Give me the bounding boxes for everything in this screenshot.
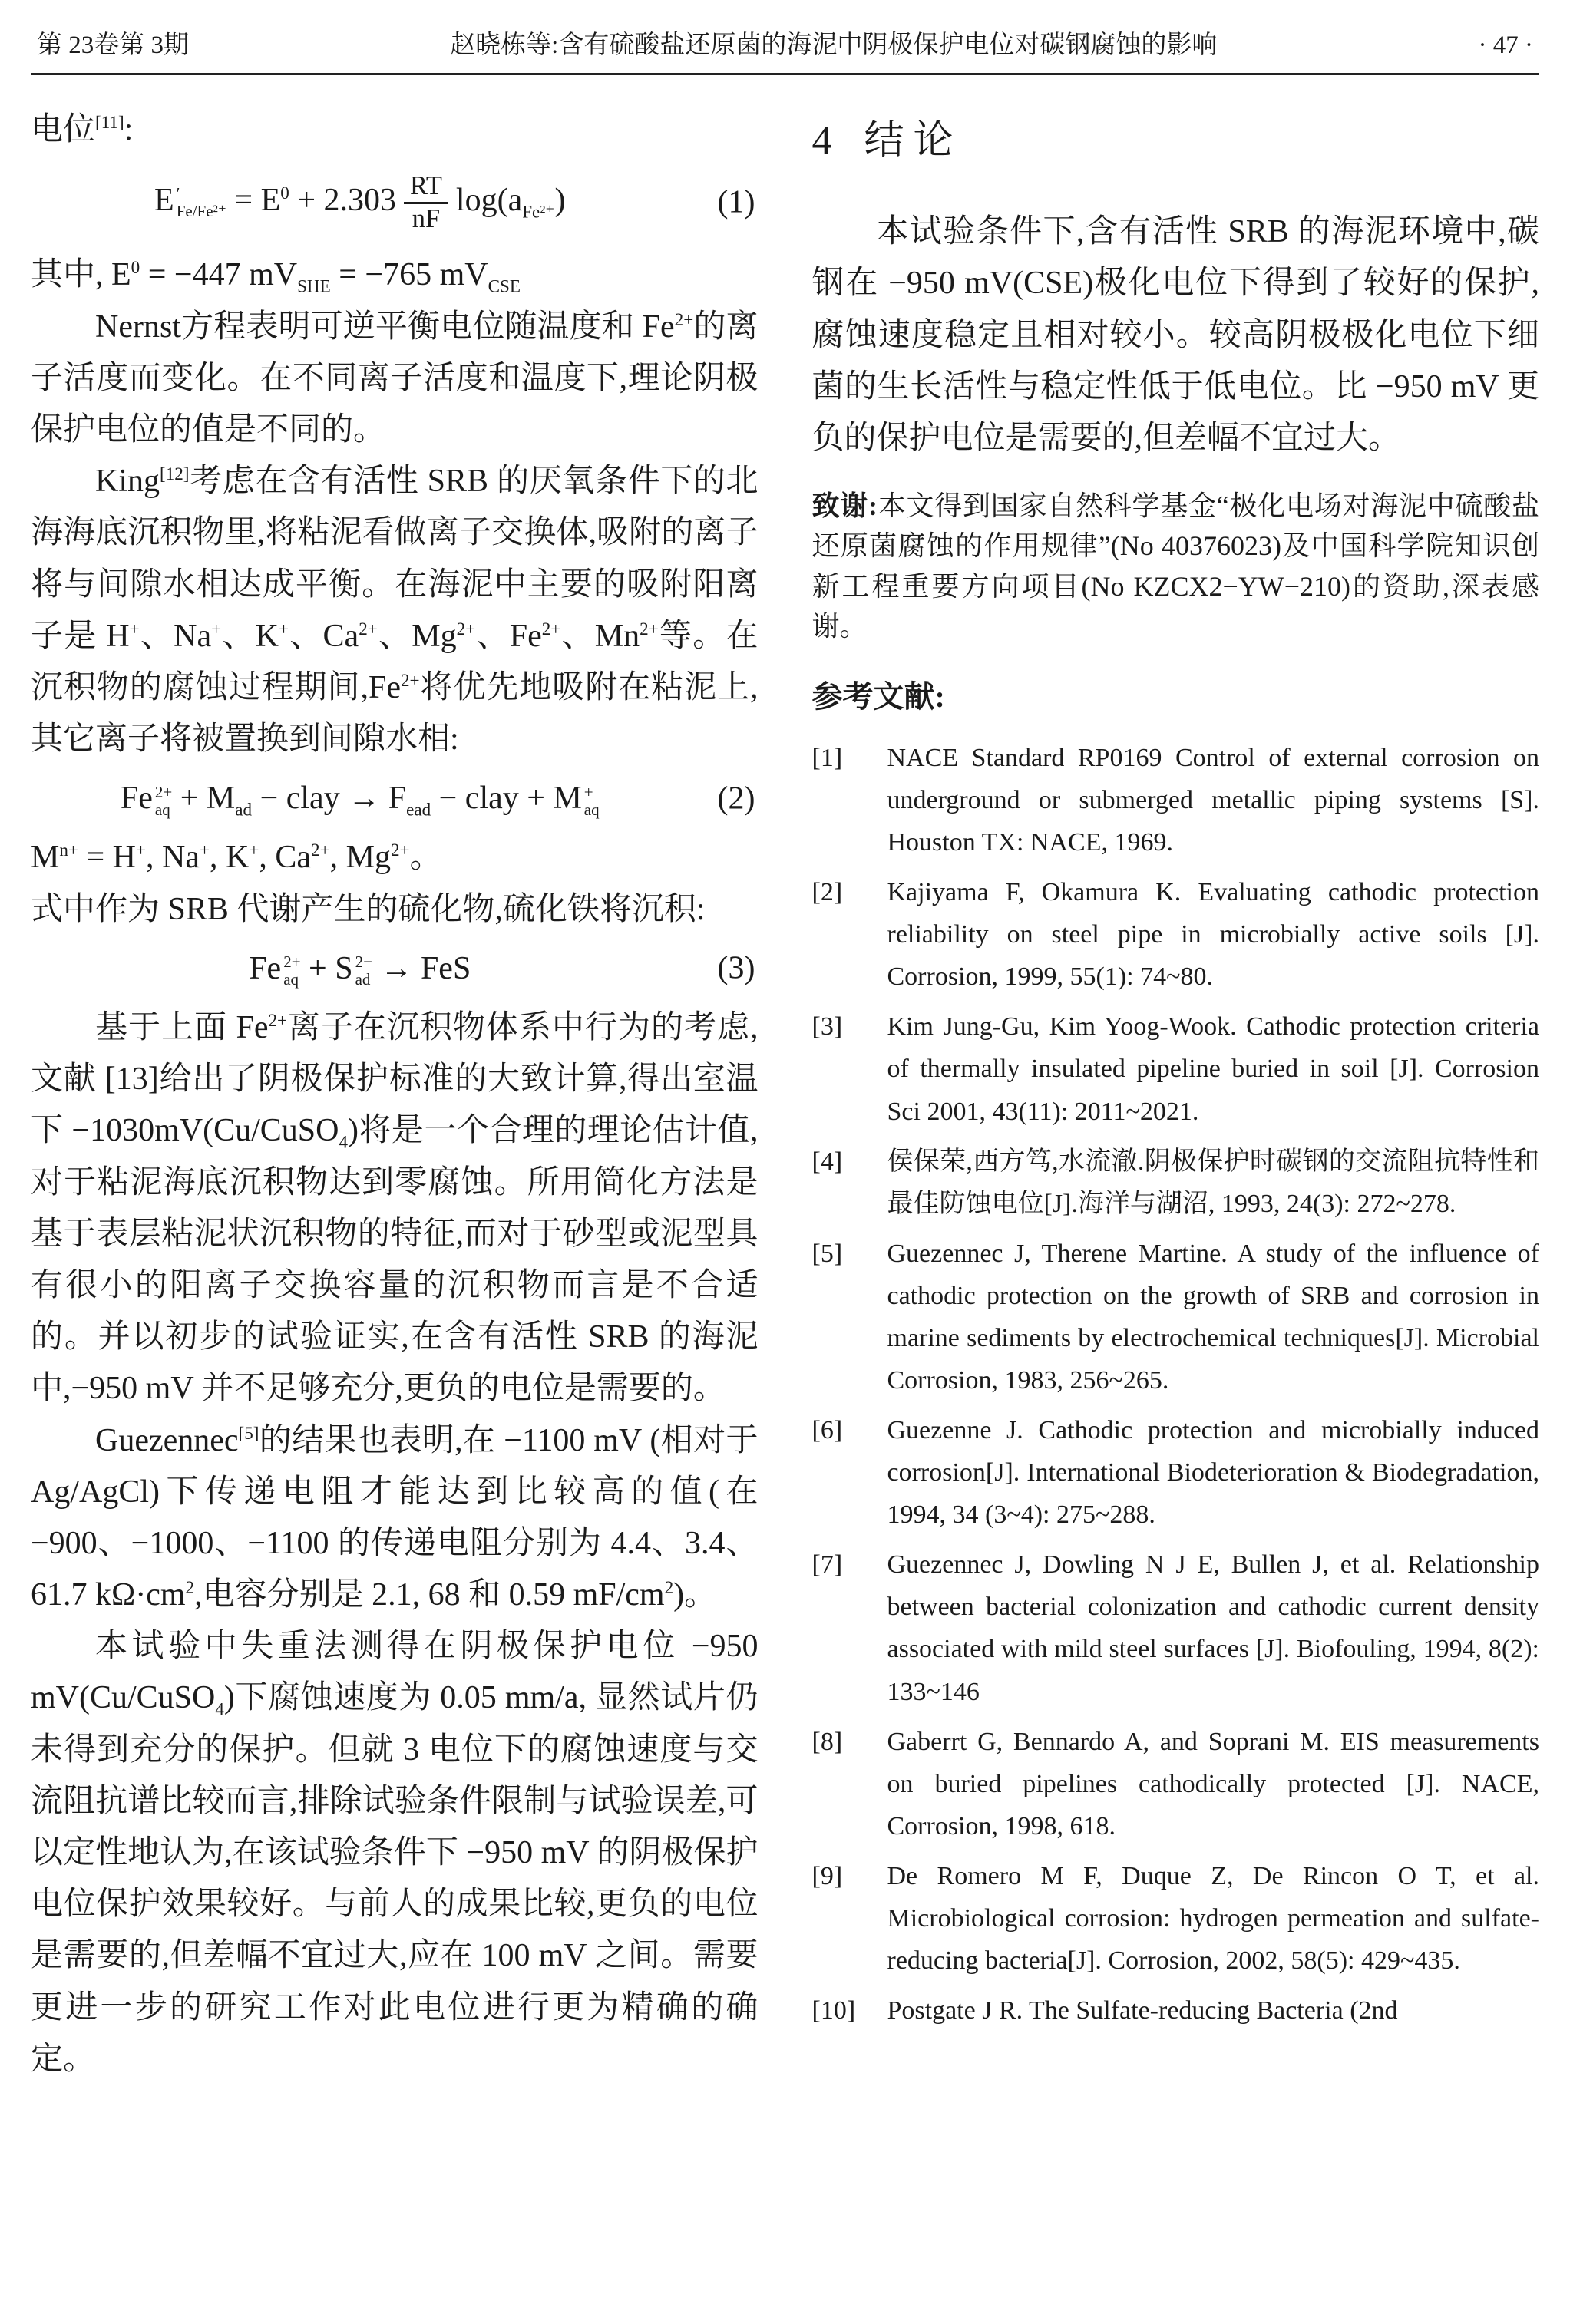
reference-text: Gaberrt G, Bennardo A, and Soprani M. EIS measurements on buried pipelines cathodically protected [J]. NACE, Corrosion, 1998, 618. [887, 1727, 1539, 1840]
fraction: $\frac{RT}{nF}$ [404, 171, 448, 234]
sup-sub-stack: ′ Fe/Fe²⁺ [176, 184, 226, 221]
left-column [31, 104, 759, 2085]
journal-issue: 第 23卷第 3期 [37, 31, 189, 59]
section-number: 4 [811, 119, 832, 163]
reference-number: [4] [811, 1147, 843, 1176]
paragraph-guezennec: Guezennec[5]的结果也表明,在 −1100 mV (相对于 Ag/AgCl)下传递电阻才能达到比较高的值(在 −900、−1000、−1100 的传递电阻分别为 4.4、3.4、61.7 $k\Omega\cdot cm^2$,电容分别是 2.1, 68 和 0.59 $mF/cm^2$)。 [31, 1422, 759, 1613]
reference-text: Guezenne J. Cathodic protection and microbially induced corrosion[J]. International Biodeterioration & Biodegradation, 1994, 34 (3~4): 275~288. [887, 1416, 1539, 1530]
equation-3 [31, 943, 759, 995]
reference-item [812, 1855, 1540, 1982]
paragraph-weight-loss: 本试验中失重法测得在阴极保护电位 −950 mV(Cu/CuSO$_4$)下腐蚀速度为 0.05 mm/a, 显然试片仍未得到充分的保护。但就 3 电位下的腐蚀速度与交流阻抗谱比较而言,排除试验条件限制与试验误差,可以定性地认为,在该试验条件下 −950 mV 的阴极保护电位保护效果较好。与前人的成果比较,更负的电位是需要的,但差幅不宜过大,应在 100 mV 之间。需要更进一步的研究工作对此电位进行更为精确的确定。 [31, 1629, 759, 2077]
equation-2-number: (2) [717, 781, 755, 817]
equation-3-body: Fe 2+ aq + S 2− ad → FeS [249, 950, 471, 989]
page-header [31, 20, 1539, 75]
reference-number: [1] [811, 743, 843, 772]
paragraph-where: 其中, $E^0 = -447$ $mV_{SHE} = -765$ $mV_{CSE}$ [31, 257, 521, 296]
reference-item [812, 871, 1540, 998]
equation-2 [31, 773, 759, 824]
paragraph-potential-intro: 电位[11]: [31, 112, 134, 147]
reference-item [812, 1141, 1540, 1225]
paragraph-cations: $M^{n+} = H^+$, Na+, K+, $Ca^{2+}$, $Mg^{2+}$。 [31, 840, 442, 876]
reference-number: [9] [811, 1861, 843, 1890]
paragraph-nernst: Nernst方程表明可逆平衡电位随温度和 $Fe^{2+}$的离子活度而变化。在不同离子活度和温度下,理论阴极保护电位的值是不同的。 [31, 309, 759, 447]
equation-1 [31, 171, 759, 234]
paragraph-acknowledgement: 致谢:本文得到国家自然科学基金“极化电场对海泥中硫酸盐还原菌腐蚀的作用规律”(No 40376023)及中国科学院知识创新工程重要方向项目(No KZCX2−YW−210)的资助,深表感谢。 [811, 490, 1539, 642]
equation-2-body: Fe 2+ aq + $M_{ad}$ − clay → $F_{ead}$ − clay + M + aq [120, 781, 600, 820]
reference-text: 侯保荣,西方笃,水流澈.阴极保护时碳钢的交流阻抗特性和最佳防蚀电位[J].海洋与湖沼, 1993, 24(3): 272~278. [887, 1147, 1539, 1218]
reference-item [812, 1989, 1540, 2032]
equation-3-number: (3) [717, 950, 755, 986]
reference-text: De Romero M F, Duque Z, De Rincon O T, et al. Microbiological corrosion: hydrogen permeation and sulfate-reducing bacteria[J]. Corrosion, 2002, 58(5): 429~435. [887, 1861, 1539, 1975]
reference-item [812, 1233, 1540, 1401]
reference-text: NACE Standard RP0169 Control of external corrosion on underground or submerged metallic piping systems [S]. Houston TX: NACE, 1969. [887, 743, 1539, 857]
reference-number: [2] [811, 878, 843, 907]
two-column-layout [31, 104, 1539, 2085]
right-column [812, 104, 1540, 2085]
section-title: 结论 [864, 119, 963, 163]
reference-text: Postgate J R. The Sulfate-reducing Bacteria (2nd [887, 1996, 1398, 2025]
equation-1-number: (1) [717, 184, 755, 220]
paragraph-king: King[12]考虑在含有活性 SRB 的厌氧条件下的北海海底沉积物里,将粘泥看做离子交换体,吸附的离子将与间隙水相达成平衡。在海泥中主要的吸附阳离子是 H+、Na+、K+、$Ca^{2+}$、$Mg^{2+}$、$Fe^{2+}$、$Mn^{2+}$等。在沉积物的腐蚀过程期间$,Fe^{2+}$将优先地吸附在粘泥上,其它离子将被置换到间隙水相: [31, 464, 759, 758]
reference-text: Guezennec J, Dowling N J E, Bullen J, et al. Relationship between bacterial colonization and cathodic current density associated with mild steel surfaces [J]. Biofouling, 1994, 8(2): 133~146 [887, 1550, 1539, 1706]
reference-item [812, 1721, 1540, 1847]
reference-number: [3] [811, 1012, 843, 1042]
section-heading-conclusion [812, 109, 1540, 173]
sup-sub-stack: 2− ad [355, 952, 372, 989]
reference-number: [7] [811, 1550, 843, 1580]
reference-number: [6] [811, 1416, 843, 1445]
reference-text: Kajiyama F, Okamura K. Evaluating cathodic protection reliability on steel pipe in microbially active soils [J]. Corrosion, 1999, 55(1): 74~80. [887, 878, 1539, 992]
running-title: 赵晓栋等:含有硫酸盐还原菌的海泥中阴极保护电位对碳钢腐蚀的影响 [450, 31, 1218, 59]
reference-number: [10] [811, 1996, 856, 2025]
paragraph-sulfide: 式中作为 SRB 代谢产生的硫化物,硫化铁将沉积: [31, 891, 706, 927]
reference-number: [5] [811, 1239, 843, 1268]
equation-1-body: E ′ Fe/Fe²⁺ = $E^0 + 2.303$ $\frac{RT}{nF}$ $\log(a_{Fe^{2+}})$ [154, 171, 566, 233]
page-number: · 47 · [1478, 31, 1533, 59]
reference-item [812, 1543, 1540, 1712]
paragraph-conclusion: 本试验条件下,含有活性 SRB 的海泥环境中,碳钢在 −950 mV(CSE)极化电位下得到了较好的保护,腐蚀速度稳定且相对较小。较高阴极极化电位下细菌的生长活性与稳定性低于低电位。比 −950 mV 更负的保护电位是需要的,但差幅不宜过大。 [811, 214, 1539, 456]
sup-sub-stack: + aq [583, 782, 600, 819]
reference-item [812, 737, 1540, 863]
sup-sub-stack: 2+ aq [154, 782, 173, 819]
reference-item [812, 1005, 1540, 1132]
sup-sub-stack: 2+ aq [283, 952, 301, 989]
reference-text: Kim Jung-Gu, Kim Yoog-Wook. Cathodic protection criteria of thermally insulated pipeline buried in soil [J]. Corrosion Sci 2001, 43(11): 2011~2021. [887, 1012, 1539, 1126]
reference-item [812, 1409, 1540, 1536]
reference-text: Guezennec J, Therene Martine. A study of the influence of cathodic protection on the growth of SRB and corrosion in marine sediments by electrochemical techniques[J]. Microbial Corrosion, 1983, 256~265. [887, 1239, 1539, 1395]
references-heading: 参考文献: [811, 678, 945, 714]
reference-number: [8] [811, 1727, 843, 1756]
paragraph-based-on: 基于上面 $Fe^{2+}$离子在沉积物体系中行为的考虑,文献 [13]给出了阴极保护标准的大致计算,得出室温下 −1030mV(Cu/CuSO$_4$)将是一个合理的理论估计值,对于粘泥海底沉积物达到零腐蚀。所用简化方法是基于表层粘泥状沉积物的特征,而对于砂型或泥型具有很小的阳离子交换容量的沉积物而言是不合适的。并以初步的试验证实,在含有活性 SRB 的海泥中,−950 mV 并不足够充分,更负的电位是需要的。 [31, 1010, 759, 1407]
reference-list [812, 737, 1540, 2032]
